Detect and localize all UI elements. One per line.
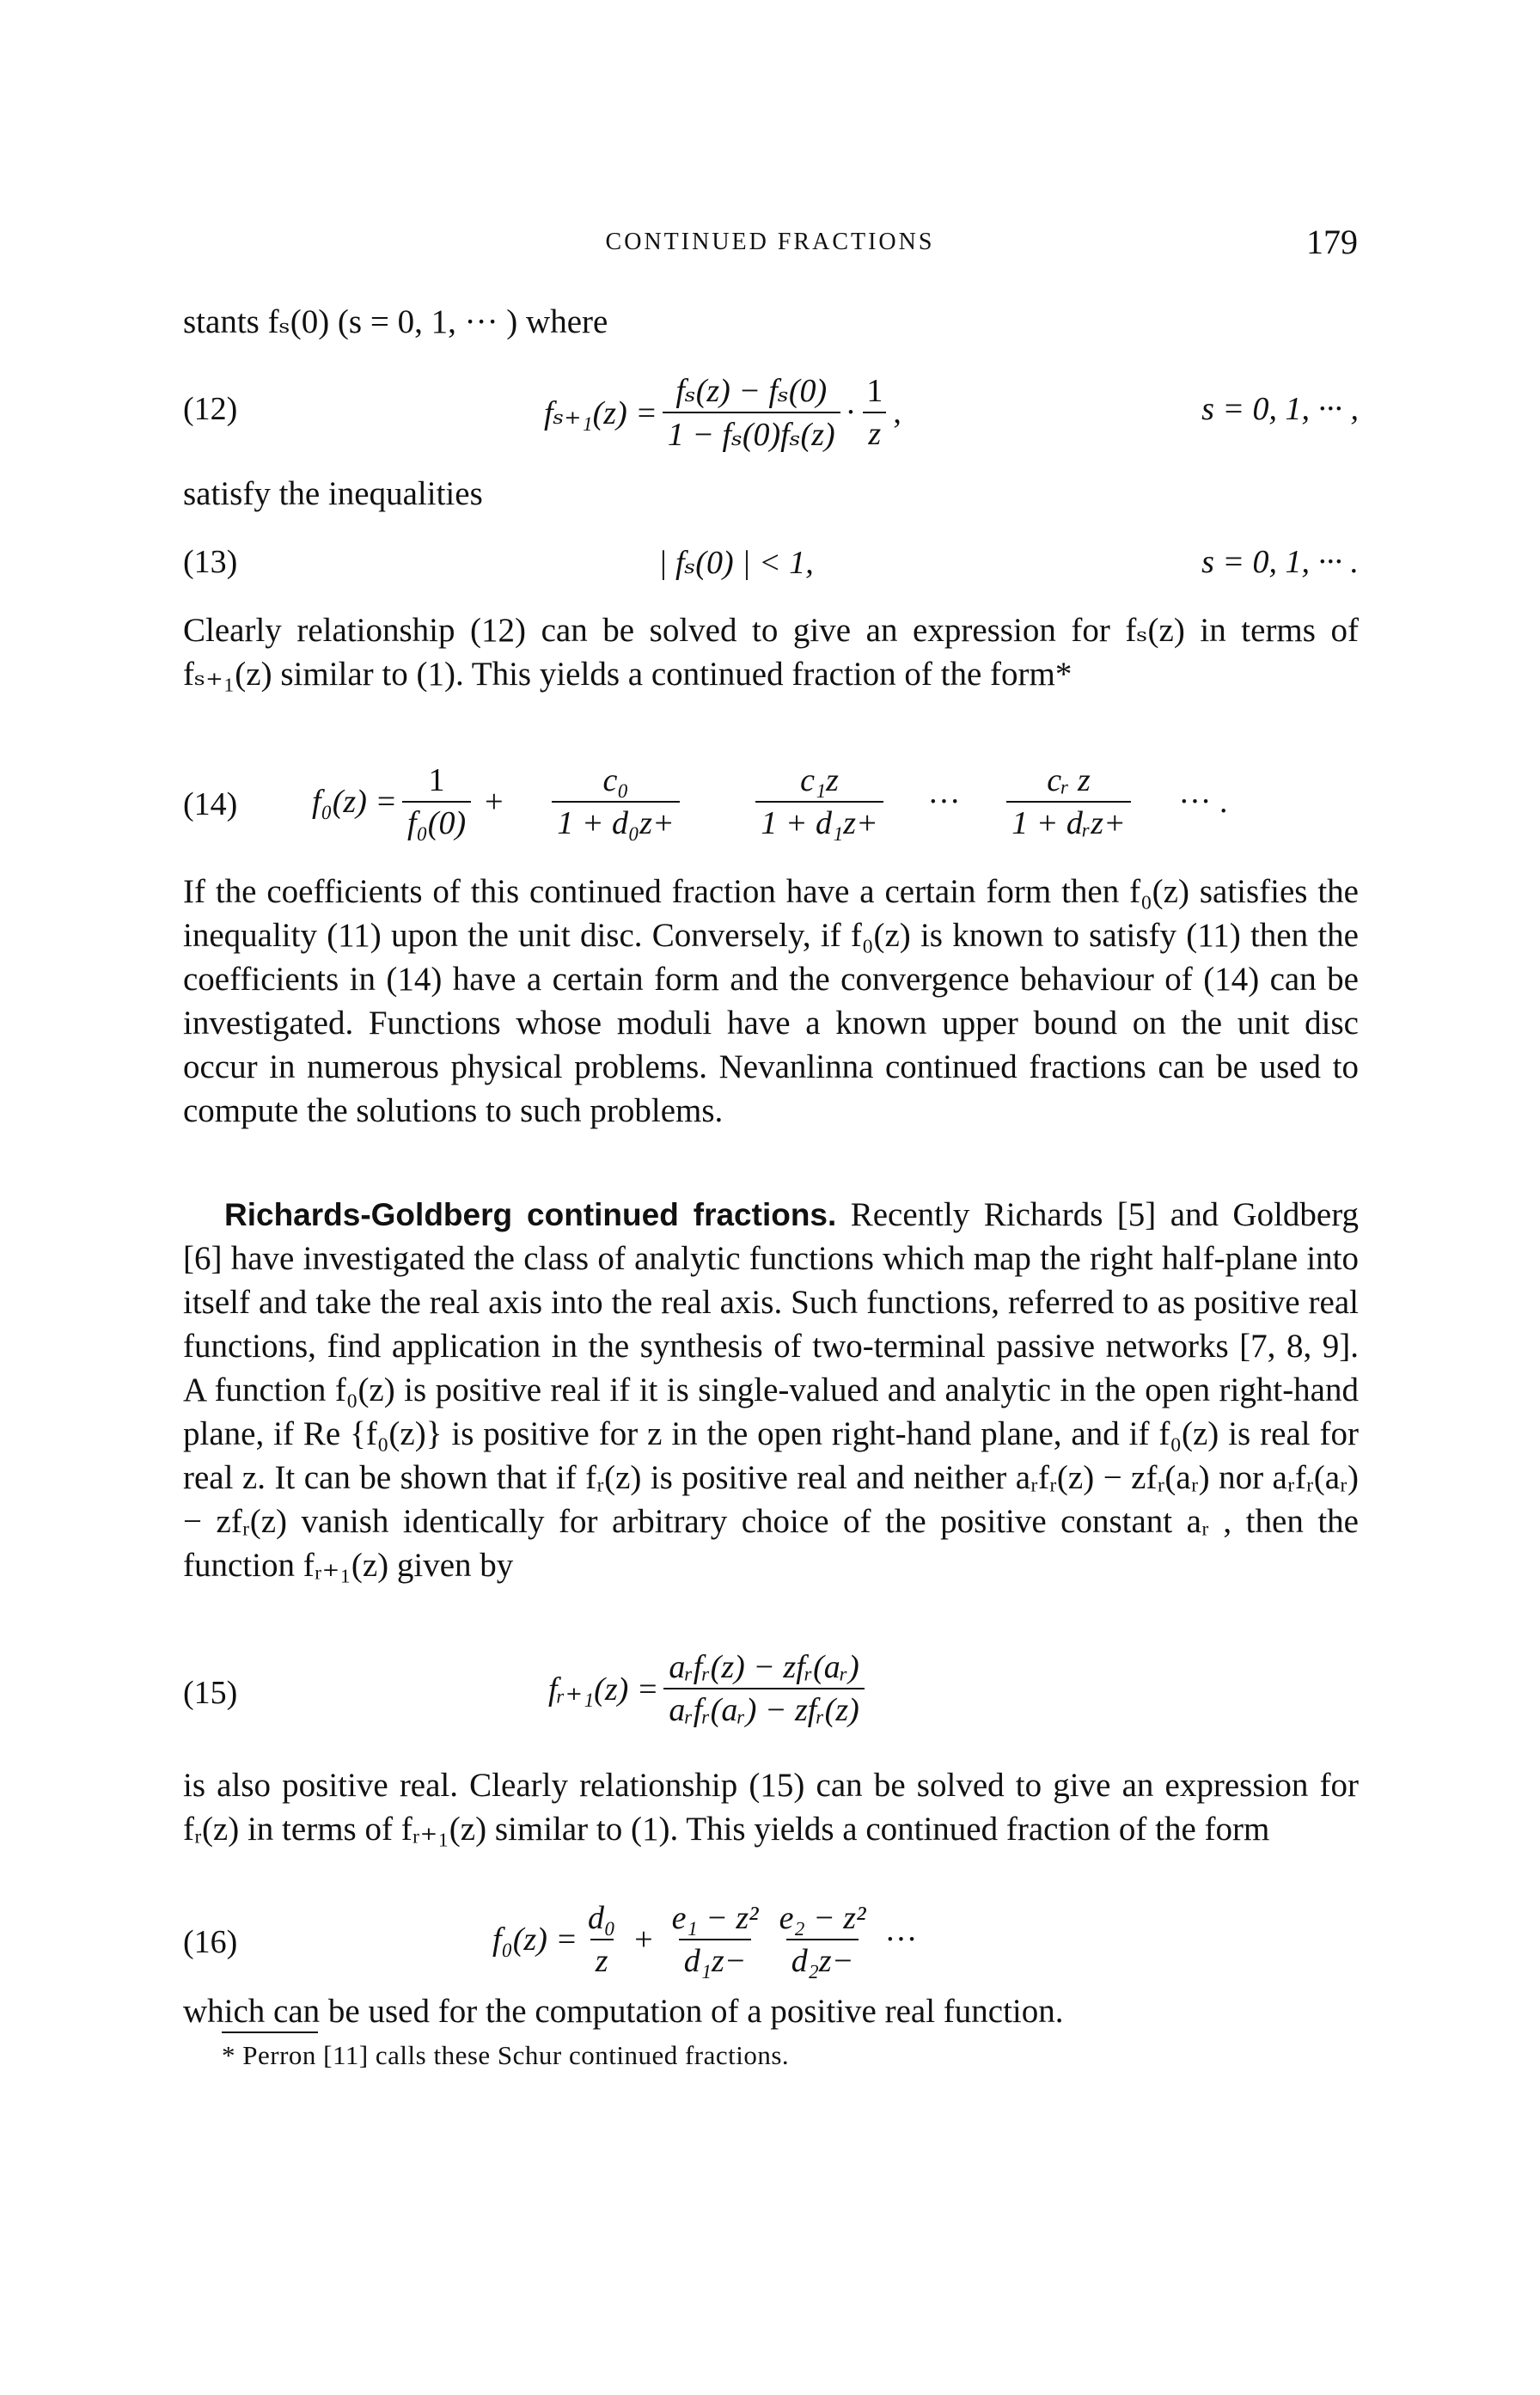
fraction (667, 1899, 764, 1980)
numerator: 1 (428, 762, 445, 798)
fraction (774, 1899, 871, 1980)
denominator: z (863, 412, 886, 453)
page-number: 179 (1306, 223, 1358, 261)
equation-body (544, 371, 901, 454)
fraction (975, 761, 1164, 842)
paragraph-3: is also positive real. Clearly relationship (15) can be solved to give an expression for fᵣ(z) in terms of fᵣ₊₁(z) similar to (1). This yields a continued fraction of the form (183, 1767, 1359, 1848)
numerator: c₀ (602, 762, 629, 798)
numerator: d₀ (588, 1900, 616, 1936)
equation-15 (183, 1648, 1359, 1734)
numerator: c₁z (800, 762, 839, 798)
numerator: e₂ − z² (779, 1900, 866, 1936)
eq-lhs: f₀(z) = (312, 784, 398, 820)
equation-14 (183, 761, 1359, 847)
eq-lhs: fₛ₊₁(z) = (544, 394, 657, 431)
equation-12 (183, 371, 1359, 453)
fraction (517, 761, 715, 842)
section-heading: Richards-Goldberg continued fractions. (224, 1197, 837, 1232)
ellipsis: ··· (927, 784, 961, 820)
numerator: fₛ(z) − fₛ(0) (675, 373, 828, 409)
plus-operator: + (634, 1921, 653, 1958)
equation-condition: s = 0, 1, ··· , (1201, 391, 1359, 427)
paragraph-1: Clearly relationship (12) can be solved to give an expression for fₛ(z) in terms of fₛ₊₁(z) similar to (1). This yields a continued fraction of the form* (183, 612, 1359, 693)
equation-16 (183, 1899, 1359, 1985)
fraction (583, 1899, 620, 1980)
intro-line: stants fₛ(0) (s = 0, 1, ··· ) where (183, 303, 608, 340)
equation-number: (13) (183, 544, 238, 580)
denominator: aᵣfᵣ(aᵣ) − zfᵣ(z) (663, 1688, 864, 1729)
equation-condition: s = 0, 1, ··· . (1201, 544, 1359, 580)
denominator: 1 + d₁z+ (755, 801, 883, 842)
running-title: CONTINUED FRACTIONS (605, 229, 935, 255)
equation-number: (16) (183, 1924, 238, 1960)
paragraph-4: which can be used for the computation of a positive real function. (183, 1993, 1064, 2030)
numerator: e₁ − z² (671, 1900, 759, 1936)
equation-body: | fₛ(0) | < 1, (658, 545, 814, 581)
fraction (402, 761, 471, 842)
equation-body (312, 761, 1227, 842)
footnote-rule (222, 2031, 318, 2033)
denominator: 1 − fₛ(0)fₛ(z) (663, 412, 840, 454)
equation-body (492, 1899, 917, 1980)
eq-tail: , (893, 394, 901, 431)
equation-body (548, 1648, 870, 1729)
eq-tail: ··· . (1178, 784, 1228, 820)
fraction (663, 371, 840, 454)
denominator: z (590, 1939, 614, 1980)
equation-number: (12) (183, 391, 238, 427)
ellipsis: ··· (884, 1921, 918, 1958)
equation-number: (14) (183, 786, 238, 822)
section-text: Recently Richards [5] and Goldberg [6] have investigated the class of analytic functions which map the right half-plane into itself and take the real axis into the real axis. Such functions, referred to as positive real functions, find application in the synthesis of two-terminal passive networks [7, 8, 9]. A function f₀(z) is positive real if it is single-valued and analytic in the open right-hand plane, if Re {f₀(z)} is positive for z in the open right-hand plane, and if f₀(z) is real for real z. It can be shown that if fᵣ(z) is positive real and neither aᵣfᵣ(z) − zfᵣ(aᵣ) nor aᵣfᵣ(aᵣ) − zfᵣ(z) vanish identically for arbitrary choice of the positive constant aᵣ , then the function fᵣ₊₁(z) given by (183, 1196, 1360, 1584)
denominator: d₂z− (786, 1939, 859, 1980)
dot-operator: · (845, 394, 857, 431)
fraction (663, 1648, 864, 1729)
numerator: 1 (866, 373, 883, 409)
plus-operator: + (485, 784, 504, 820)
eq-lhs: f₀(z) = (492, 1921, 578, 1958)
denominator: d₁z− (679, 1939, 752, 1980)
numerator: cᵣ z (1047, 762, 1091, 798)
denominator: 1 + d₀z+ (552, 801, 679, 842)
footnote: * Perron [11] calls these Schur continued fractions. (222, 2040, 790, 2070)
fraction (861, 372, 888, 453)
numerator: aᵣfᵣ(z) − zfᵣ(aᵣ) (669, 1649, 859, 1685)
equation-number: (15) (183, 1675, 238, 1711)
satisfy-line: satisfy the inequalities (183, 475, 483, 512)
denominator: 1 + dᵣz+ (1006, 801, 1130, 842)
denominator: f₀(0) (402, 801, 471, 842)
paragraph-2: If the coefficients of this continued fraction have a certain form then f₀(z) satisfies the inequality (11) upon the unit disc. Conversely, if f₀(z) is known to satisfy (11) then the coefficients in (14) have a certain form and the convergence behaviour of (14) can be investigated. Functions whose moduli have a known upper bound on the unit disc occur in numerous physical problems. Nevanlinna continued fractions can be used to compute the solutions to such problems. (183, 873, 1359, 1129)
equation-13 (183, 543, 1359, 586)
eq-lhs: fᵣ₊₁(z) = (548, 1671, 659, 1708)
fraction (725, 761, 914, 842)
section-paragraph (183, 1193, 1359, 1587)
